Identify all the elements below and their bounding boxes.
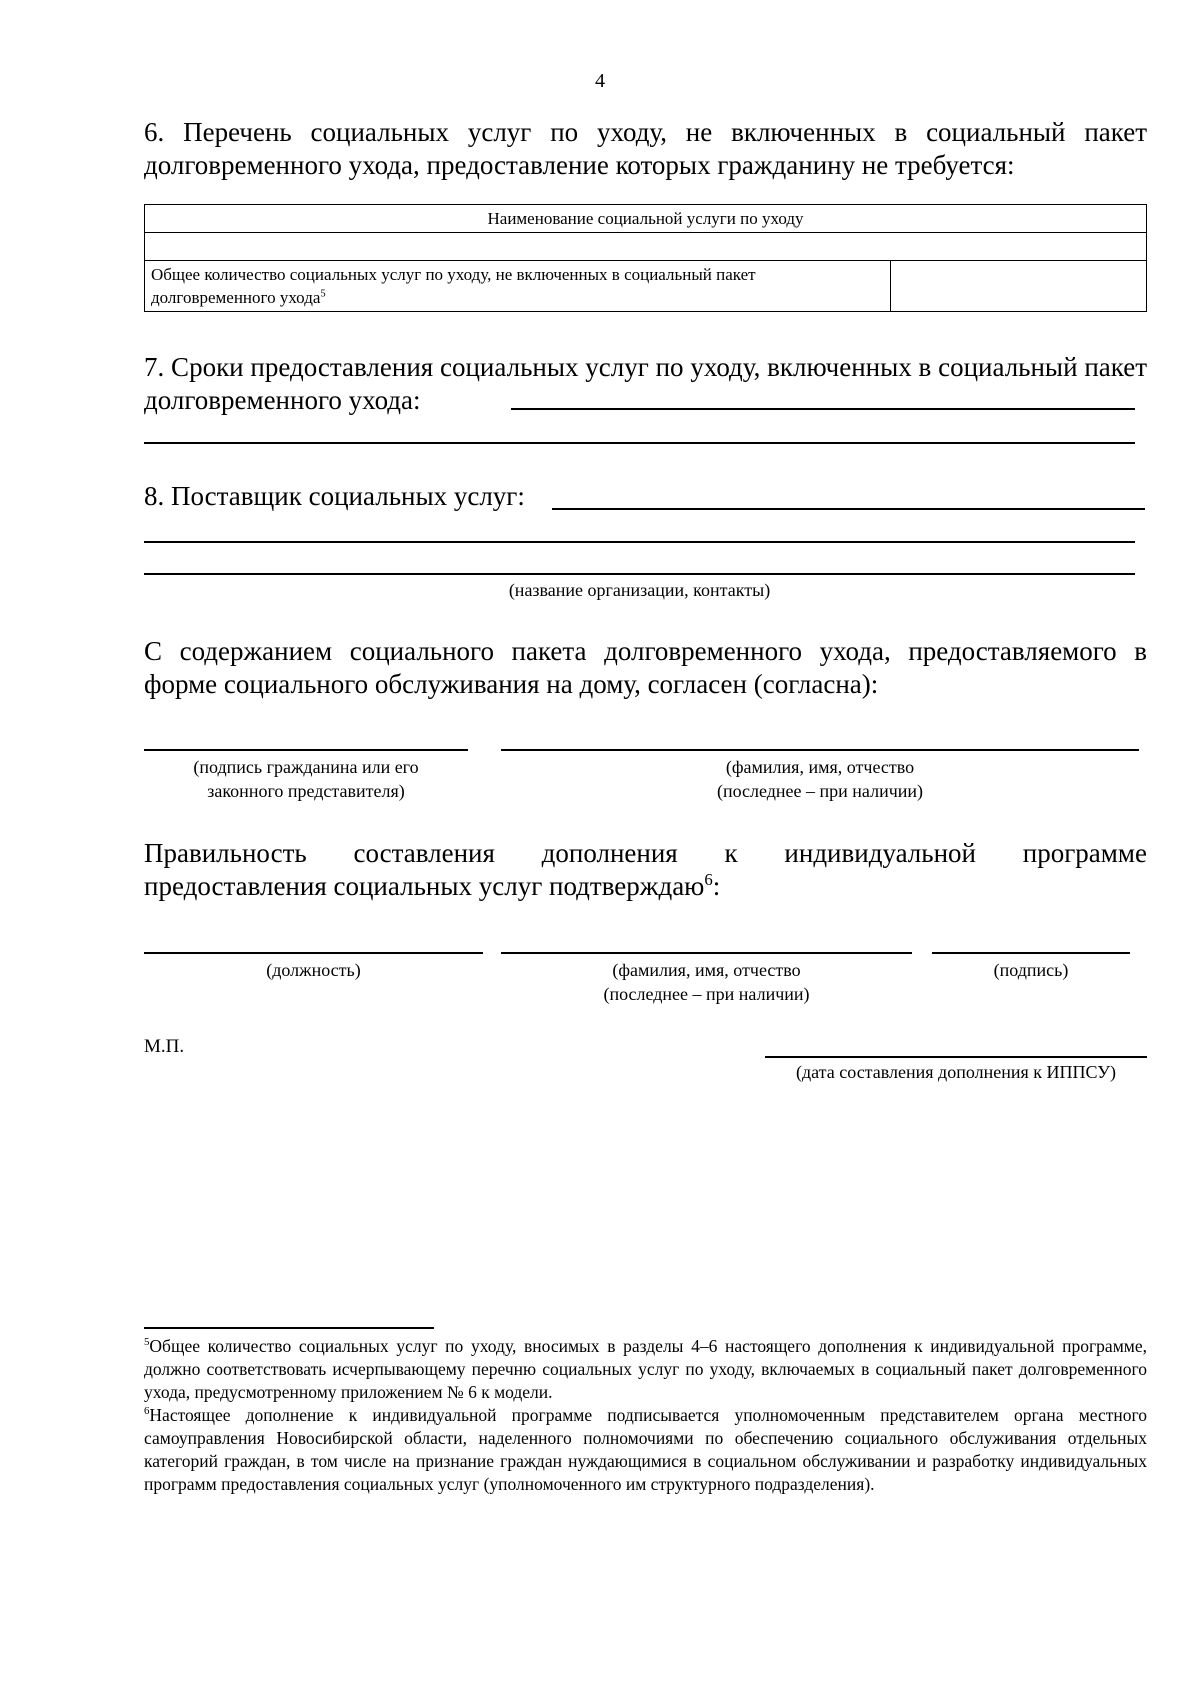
section-8-text: 8. Поставщик социальных услуг:	[144, 481, 525, 511]
supplier-fill-line-3	[144, 573, 1135, 575]
supplier-caption: (название организации, контакты)	[508, 580, 771, 600]
official-name-line	[501, 952, 912, 954]
footnote-ref-5: 5	[320, 288, 326, 300]
page-number: 4	[595, 70, 605, 92]
official-signature-line	[932, 952, 1130, 954]
services-table	[144, 204, 1147, 312]
footnote-6: $^6$Настоящее дополнение к индивидуальной программе подписывается уполномоченным представителем органа местного самоуправления Новосибирской области, наделенного полномочиями по обеспечению социального обслуживания отдельных категорий граждан, в том числе на признание граждан нуждающимися в социальном обслуживании и разработку индивидуальных программ предоставления социальных услуг (уполномоченного им структурного подразделения).	[144, 1405, 1147, 1494]
section-7-fill-line-1	[511, 408, 1135, 410]
citizen-name-caption: (фамилия, имя, отчество (последнее – при наличии)	[716, 757, 924, 801]
citizen-signature-caption: (подпись гражданина или его законного представителя)	[193, 757, 419, 801]
section-7-fill-line-2	[144, 442, 1135, 444]
footnotes	[144, 1335, 1147, 1496]
table-total-value-cell	[891, 261, 1147, 312]
confirmation-text	[144, 837, 1147, 903]
table-total-row	[145, 261, 1147, 312]
consent-text: С содержанием социального пакета долговременного ухода, предоставляемого в форме социального обслуживания на дому, согласен (согласна):	[144, 636, 1147, 699]
footnote-separator	[144, 1327, 434, 1329]
section-7-text: 7. Сроки предоставления социальных услуг по уходу, включенных в социальный пакет долговременного ухода:	[144, 352, 1147, 415]
confirmation-line-1: Правильность составления дополнения к индивидуальной программе	[144, 838, 1147, 868]
date-line	[765, 1056, 1147, 1058]
citizen-name-line	[501, 749, 1139, 751]
confirmation-line-2: предоставления социальных услуг подтверждаю$^6$:	[144, 870, 721, 901]
table-row	[145, 233, 1147, 261]
date-caption: (дата составления дополнения к ИППСУ)	[796, 1062, 1116, 1082]
position-line	[144, 952, 483, 954]
stamp-label: М.П.	[144, 1036, 185, 1057]
total-label: Общее количество социальных услуг по уходу, не включенных в социальный пакет долговременного ухода	[151, 265, 756, 307]
section-6-text: 6. Перечень социальных услуг по уходу, не включенных в социальный пакет долговременного ухода, предоставление которых гражданину не требуется:	[144, 117, 1147, 180]
official-name-caption: (фамилия, имя, отчество (последнее – при наличии)	[603, 960, 810, 1004]
footnote-5: $^5$Общее количество социальных услуг по уходу, вносимых в разделы 4–6 настоящего дополнения к индивидуальной программе, должно соответствовать исчерпывающему перечню социальных услуг по уходу, включаемых в социальный пакет долговременного ухода, предусмотренному приложением № 6 к модели.	[144, 1336, 1147, 1402]
citizen-signature-line	[144, 749, 468, 751]
official-signature-caption: (подпись)	[993, 960, 1069, 980]
table-header-row	[145, 205, 1147, 233]
table-empty-cell	[145, 233, 1147, 261]
footnote-ref-6: 6	[704, 870, 713, 889]
table-header-cell: Наименование социальной услуги по уходу	[145, 205, 1147, 233]
table-total-label-cell	[145, 261, 891, 312]
supplier-fill-line-2	[144, 541, 1135, 543]
position-caption: (должность)	[266, 960, 361, 980]
supplier-fill-line-1	[552, 508, 1145, 510]
